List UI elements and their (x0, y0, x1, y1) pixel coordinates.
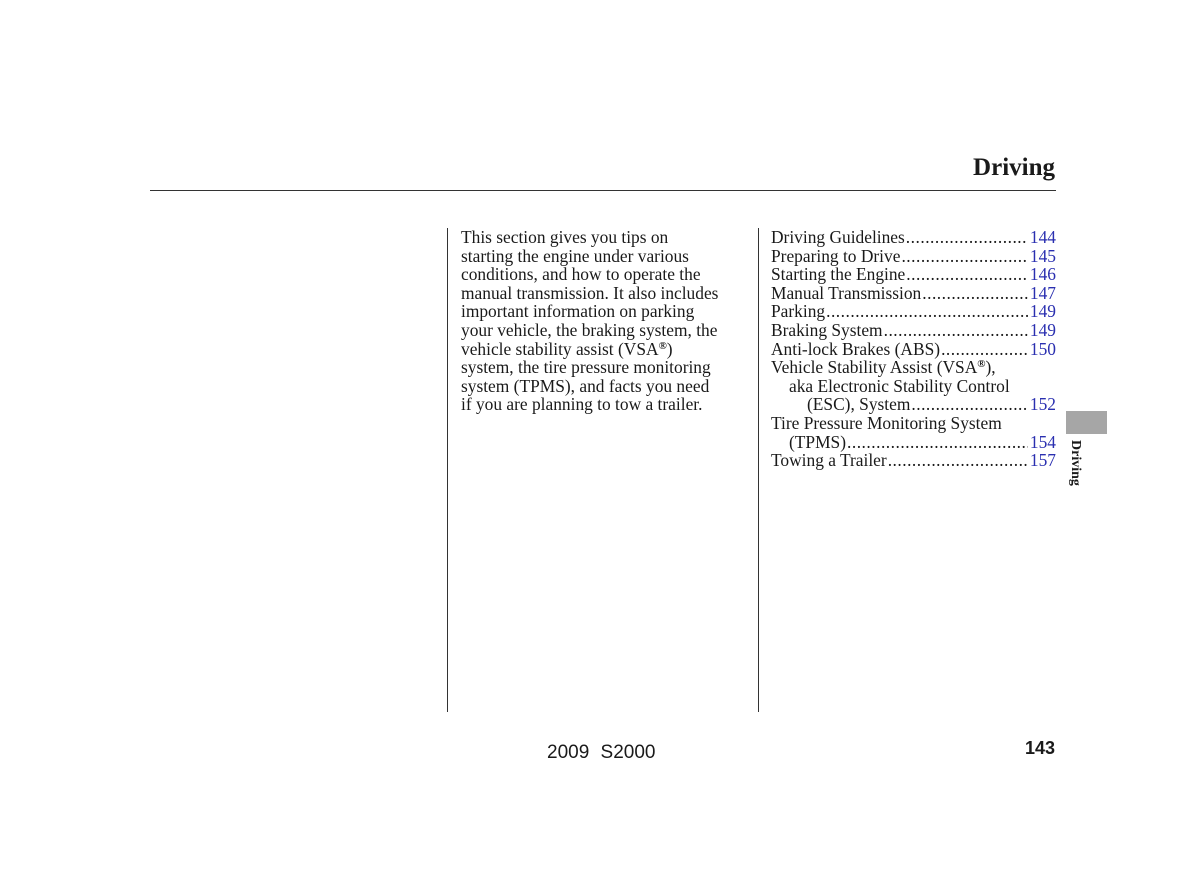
leader-dots (922, 284, 1028, 303)
intro-line-suffix: ) (666, 338, 673, 359)
toc-page-link[interactable]: 157 (1029, 450, 1056, 471)
toc-entry-starting-the-engine[interactable] (771, 265, 1056, 284)
toc-entry-vsa[interactable] (771, 395, 1056, 414)
footer-model-name: 2009 S2000 (547, 742, 656, 763)
leader-dots (847, 433, 1028, 452)
toc-label: Towing a Trailer (771, 450, 887, 471)
registered-mark: ® (977, 358, 986, 371)
intro-paragraph (461, 228, 753, 414)
toc-entry-manual-transmission[interactable] (771, 284, 1056, 303)
intro-line: starting the engine under various (461, 245, 689, 266)
toc-label: Starting the Engine (771, 264, 906, 285)
leader-dots (906, 265, 1028, 284)
toc-entry-braking-system[interactable] (771, 321, 1056, 340)
intro-line: conditions, and how to operate the (461, 264, 701, 285)
toc-label: Anti-lock Brakes (ABS) (771, 338, 941, 359)
toc-label: Preparing to Drive (771, 245, 901, 266)
section-title: Driving (973, 154, 1055, 181)
toc-page-link[interactable]: 150 (1029, 338, 1056, 359)
intro-line-text: vehicle stability assist (VSA (461, 338, 659, 359)
intro-line: system (TPMS), and facts you need (461, 375, 710, 396)
column-divider-left (447, 228, 448, 712)
intro-line: manual transmission. It also includes (461, 282, 719, 303)
toc-page-link[interactable]: 145 (1029, 245, 1056, 266)
title-divider (150, 190, 1056, 191)
toc-entry-tpms[interactable] (771, 433, 1056, 452)
toc-page-link[interactable]: 154 (1029, 431, 1056, 452)
toc-label: (ESC), System (807, 394, 911, 415)
leader-dots (888, 451, 1028, 470)
leader-dots (901, 247, 1027, 266)
toc-entry-tpms-line1: Tire Pressure Monitoring System (771, 412, 1002, 433)
toc-page-link[interactable]: 149 (1029, 301, 1056, 322)
toc-page-link[interactable]: 146 (1029, 264, 1056, 285)
table-of-contents (771, 228, 1056, 470)
toc-label: (TPMS) (789, 431, 847, 452)
leader-dots (826, 302, 1028, 321)
toc-entry-preparing-to-drive[interactable] (771, 247, 1056, 266)
intro-line: if you are planning to tow a trailer. (461, 394, 703, 415)
intro-line: This section gives you tips on (461, 227, 669, 247)
leader-dots (911, 395, 1028, 414)
toc-entry-vsa-line1 (771, 358, 1056, 377)
leader-dots (906, 228, 1028, 247)
leader-dots (941, 340, 1028, 359)
intro-line: important information on parking (461, 301, 695, 322)
toc-label: Parking (771, 301, 826, 322)
toc-page-link[interactable]: 149 (1029, 319, 1056, 340)
column-divider-middle (758, 228, 759, 712)
toc-entry-driving-guidelines[interactable] (771, 228, 1056, 247)
toc-page-link[interactable]: 147 (1029, 282, 1056, 303)
page-number: 143 (1024, 738, 1055, 758)
toc-entry-anti-lock-brakes[interactable] (771, 340, 1056, 359)
chapter-tab (1066, 411, 1107, 434)
toc-label: Manual Transmission (771, 282, 922, 303)
toc-page-link[interactable]: 144 (1029, 227, 1056, 247)
toc-entry-towing-a-trailer[interactable] (771, 451, 1056, 470)
toc-page-link[interactable]: 152 (1029, 394, 1056, 415)
leader-dots (884, 321, 1028, 340)
intro-line: system, the tire pressure monitoring (461, 357, 711, 378)
toc-label-suffix: ), (985, 357, 996, 378)
toc-label: Driving Guidelines (771, 227, 905, 247)
intro-line-vsa (461, 340, 753, 359)
chapter-tab-label: Driving (1068, 440, 1083, 486)
toc-entry-parking[interactable] (771, 302, 1056, 321)
registered-mark: ® (658, 339, 667, 352)
intro-line: your vehicle, the braking system, the (461, 319, 718, 340)
toc-label: Braking System (771, 319, 883, 340)
toc-entry-vsa-line2: aka Electronic Stability Control (789, 375, 1010, 396)
toc-label: Vehicle Stability Assist (VSA (771, 357, 978, 378)
